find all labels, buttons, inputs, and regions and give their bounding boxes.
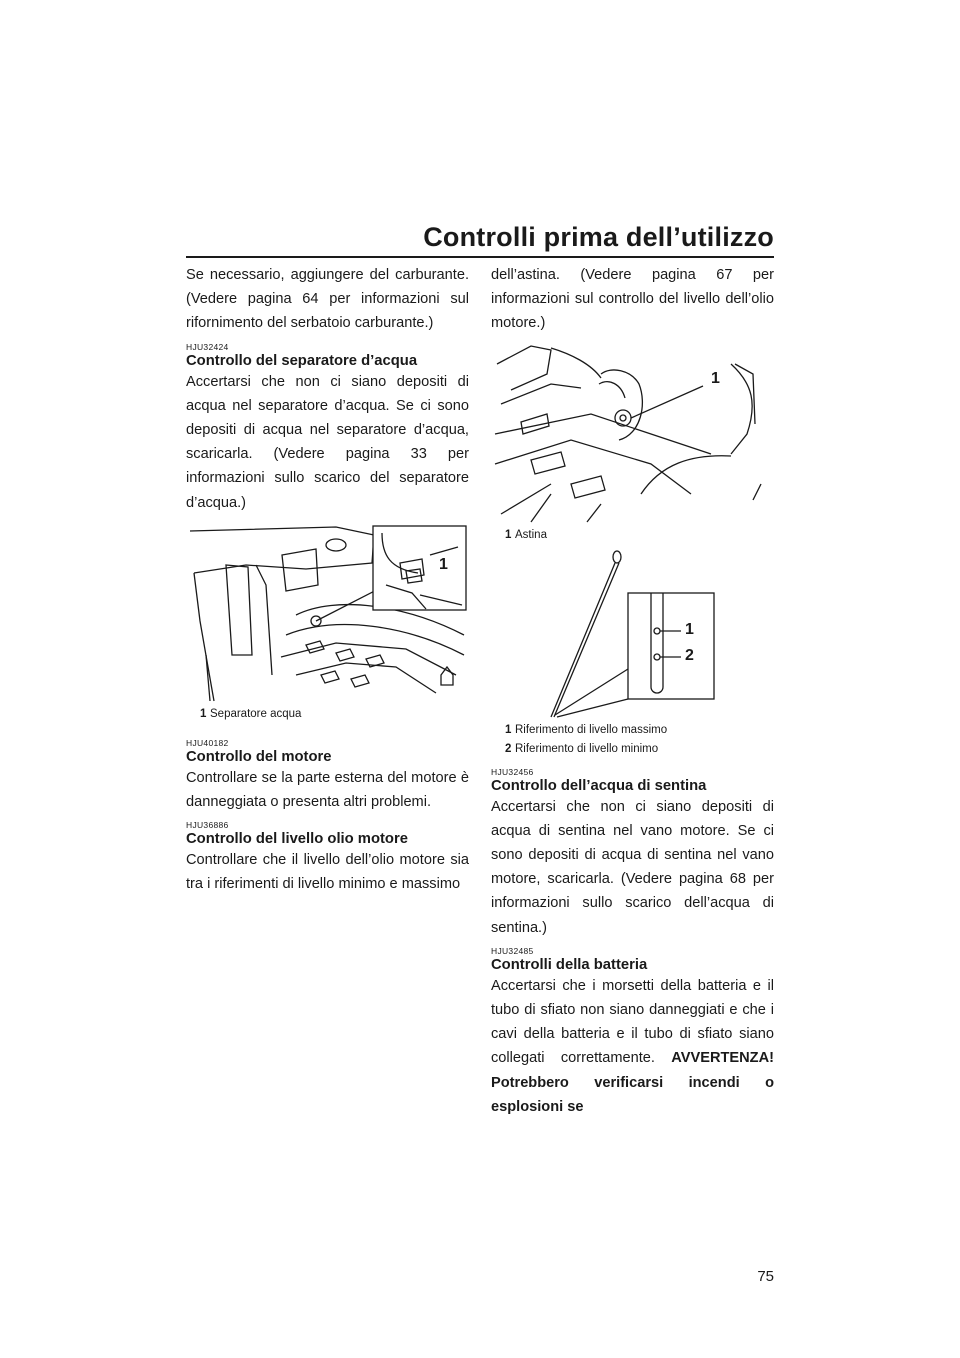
caption-text: Riferimento di livello minimo [515, 742, 659, 755]
section-code: HJU32424 [186, 341, 229, 352]
oil-level-continued-paragraph: dell’astina. (Vedere pagina 67 per informazioni sul controllo del livello dell’olio motore.) [491, 267, 774, 332]
battery-paragraph [491, 974, 774, 1119]
figure-caption [186, 705, 469, 724]
left-column [186, 263, 469, 897]
callout-2: 2 [685, 646, 694, 664]
right-column [491, 263, 774, 1119]
section-title-water-separator: Controllo del separatore d’acqua [186, 352, 418, 369]
water-separator-illustration [186, 525, 469, 703]
figure-dipstick-location [491, 344, 774, 524]
section-code: HJU36886 [186, 820, 229, 831]
caption-number: 1 [505, 528, 512, 541]
dipstick-illustration [491, 549, 774, 719]
caption-text: Riferimento di livello massimo [515, 723, 668, 736]
battery-warning: AVVERTENZA! Potrebbero verificarsi incendi o esplosioni se [491, 1050, 774, 1115]
engine-paragraph: Controllare se la parte esterna del motore è danneggiata o presenta altri problemi. [186, 769, 469, 811]
battery-text: Accertarsi che i morsetti della batteria e il tubo di sfiato non siano danneggiati e che i cavi della batteria e il tubo di sfiato siano collegati correttamente. [491, 977, 774, 1067]
water-separator-paragraph: Accertarsi che non ci siano depositi di acqua nel separatore d’acqua. Se ci sono depositi di acqua nel separatore d’acqua, scaricarla. (Vedere pagina 33 per informazioni sullo scarico del separatore d’acqua.) [186, 373, 469, 511]
callout-1: 1 [439, 555, 448, 573]
section-code: HJU40182 [186, 737, 229, 748]
caption-number: 1 [505, 723, 512, 736]
header-divider [186, 256, 774, 258]
dipstick-location-illustration [491, 344, 774, 524]
figure-caption [491, 526, 774, 545]
section-title-bilge-water: Controllo dell’acqua di sentina [491, 777, 707, 794]
section-code: HJU32456 [491, 766, 534, 777]
section-title-oil-level: Controllo del livello olio motore [186, 831, 408, 848]
section-code: HJU32485 [491, 945, 534, 956]
callout-1: 1 [711, 369, 720, 387]
section-title-engine: Controllo del motore [186, 748, 332, 765]
oil-level-paragraph: Controllare che il livello dell’olio motore sia tra i riferimenti di livello minimo e massimo [186, 852, 469, 893]
callout-1: 1 [685, 620, 694, 638]
caption-text: Astina [515, 528, 547, 541]
intro-paragraph: Se necessario, aggiungere del carburante. (Vedere pagina 64 per informazioni sul rifornimento del serbatoio carburante.) [186, 267, 469, 332]
figure-water-separator [186, 525, 469, 703]
bilge-water-paragraph: Accertarsi che non ci siano depositi di acqua di sentina nel vano motore. Se ci sono depositi di acqua di sentina nel vano motore, scaricarla. (Vedere pagina 68 per informazioni sullo scarico dell’acqua di sentina.) [491, 798, 774, 936]
caption-number: 2 [505, 742, 512, 755]
figure-dipstick-marks [491, 549, 774, 719]
caption-number: 1 [200, 707, 207, 720]
section-title-battery: Controlli della batteria [491, 956, 648, 973]
figure-caption [491, 740, 774, 759]
page-title: Controlli prima dell’utilizzo [423, 222, 774, 252]
caption-text: Separatore acqua [210, 707, 302, 720]
figure-caption [491, 721, 774, 740]
page-number: 75 [757, 1268, 774, 1285]
